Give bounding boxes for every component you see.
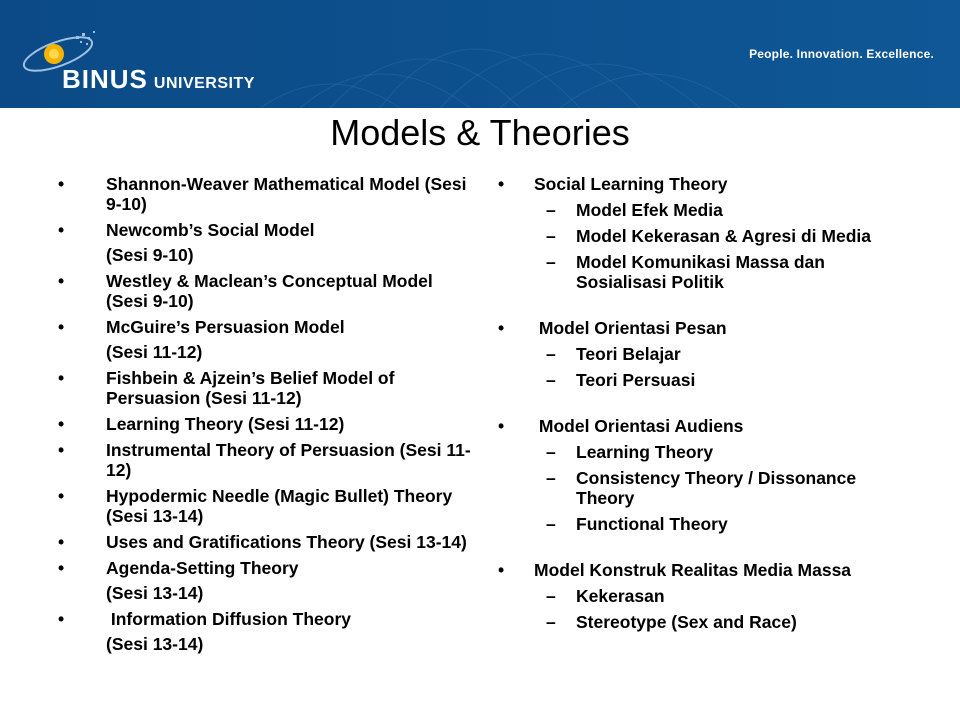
dash-icon: – (546, 612, 556, 632)
list-item (52, 558, 472, 578)
left-column (52, 174, 472, 660)
dash-icon: – (546, 442, 556, 462)
list-item (52, 609, 472, 629)
list-item-text: Newcomb’s Social Model (106, 220, 315, 240)
dash-icon: – (546, 586, 556, 606)
sub-item (494, 612, 914, 632)
bullet-icon: • (58, 317, 65, 337)
list-item (52, 414, 472, 434)
bullet-icon: • (58, 368, 65, 388)
logo-main-text: BINUS (62, 64, 148, 94)
dash-icon: – (546, 226, 556, 246)
bullet-icon: • (498, 318, 505, 338)
bullet-icon: • (58, 174, 65, 194)
list-item (52, 532, 472, 552)
dash-icon: – (546, 370, 556, 390)
spacer (494, 540, 914, 560)
list-item-text: Fishbein & Ajzein’s Belief Model of Persuasion (Sesi 11-12) (106, 368, 400, 408)
right-column (494, 174, 914, 638)
list-item-continuation: (Sesi 13-14) (106, 634, 204, 654)
list-item (494, 416, 914, 436)
list-item-text: Model Orientasi Pesan (534, 318, 727, 338)
list-item (494, 174, 914, 194)
list-item (52, 368, 472, 408)
bullet-icon: • (58, 486, 65, 506)
sub-item (494, 468, 914, 508)
bullet-icon: • (58, 609, 65, 629)
dash-icon: – (546, 200, 556, 220)
list-item (52, 317, 472, 337)
list-item (52, 174, 472, 214)
logo-sub-text: UNIVERSITY (153, 75, 255, 92)
sub-item-text: Kekerasan (576, 586, 665, 606)
list-item-text: Model Orientasi Audiens (534, 416, 744, 436)
list-item-text: Agenda-Setting Theory (106, 558, 299, 578)
sub-item (494, 252, 914, 292)
list-item-text: Social Learning Theory (534, 174, 728, 194)
bullet-icon: • (58, 271, 65, 291)
sub-item-text: Consistency Theory / Dissonance Theory (576, 468, 857, 508)
bullet-icon: • (58, 440, 65, 460)
list-item (52, 271, 472, 311)
list-item-text: Uses and Gratifications Theory (Sesi 13-14) (106, 532, 467, 552)
sub-item (494, 344, 914, 364)
sub-item-text: Functional Theory (576, 514, 728, 534)
list-item-text: Hypodermic Needle (Magic Bullet) Theory (Sesi 13-14) (106, 486, 458, 526)
sub-item-text: Learning Theory (576, 442, 714, 462)
bullet-icon: • (58, 414, 65, 434)
list-item (52, 486, 472, 526)
list-item-text: Instrumental Theory of Persuasion (Sesi 11-12) (106, 440, 471, 480)
bullet-icon: • (498, 416, 505, 436)
spacer (494, 298, 914, 318)
sub-item-text: Teori Persuasi (576, 370, 696, 390)
logo-wordmark (62, 64, 255, 95)
sub-item (494, 370, 914, 390)
list-item-text: Shannon-Weaver Mathematical Model (Sesi 9-10) (106, 174, 472, 214)
bullet-icon: • (58, 532, 65, 552)
bullet-icon: • (58, 220, 65, 240)
dash-icon: – (546, 252, 556, 272)
list-item-continuation: (Sesi 13-14) (106, 583, 204, 603)
list-item (494, 560, 914, 580)
sub-item-text: Teori Belajar (576, 344, 681, 364)
bullet-icon: • (498, 174, 505, 194)
sub-item-text: Model Kekerasan & Agresi di Media (576, 226, 871, 246)
dash-icon: – (546, 468, 556, 488)
list-item-continuation: (Sesi 11-12) (106, 342, 203, 362)
bullet-icon: • (498, 560, 505, 580)
sub-item (494, 226, 914, 246)
sub-item-text: Model Efek Media (576, 200, 723, 220)
sub-item-text: Model Komunikasi Massa dan Sosialisasi Politik (576, 252, 825, 292)
slide-title: Models & Theories (330, 112, 630, 153)
sub-item-text: Stereotype (Sex and Race) (576, 612, 797, 632)
list-item-text: Model Konstruk Realitas Media Massa (534, 560, 852, 580)
list-item-text: Learning Theory (Sesi 11-12) (106, 414, 345, 434)
list-item-text: McGuire’s Persuasion Model (106, 317, 345, 337)
dash-icon: – (546, 344, 556, 364)
list-item (494, 318, 914, 338)
list-item-continuation: (Sesi 9-10) (106, 245, 194, 265)
list-item-text: Information Diffusion Theory (106, 609, 352, 629)
list-item (52, 440, 472, 480)
header-banner (0, 0, 960, 108)
dash-icon: – (546, 514, 556, 534)
sub-item (494, 586, 914, 606)
sub-item (494, 200, 914, 220)
tagline: People. Innovation. Excellence. (749, 47, 934, 61)
sub-item (494, 514, 914, 534)
bullet-icon: • (58, 558, 65, 578)
sub-item (494, 442, 914, 462)
list-item-text: Westley & Maclean’s Conceptual Model (Sesi 9-10) (106, 271, 438, 311)
spacer (494, 396, 914, 416)
list-item (52, 220, 472, 240)
